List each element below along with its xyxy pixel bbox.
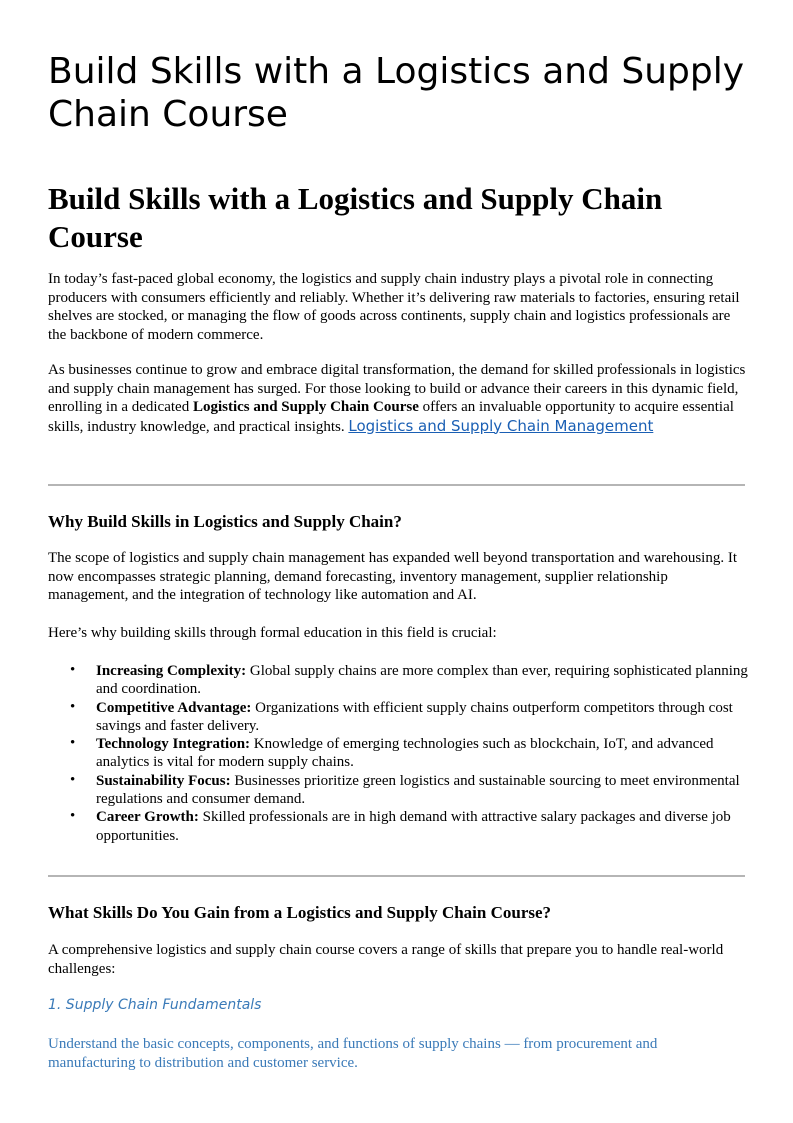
second-paragraph — [48, 361, 748, 436]
list-item — [48, 772, 748, 809]
list-item-text: Knowledge of emerging technologies such as blockchain, IoT, and advanced analytics is vital for modern supply chains. — [96, 736, 714, 771]
divider — [48, 875, 745, 877]
list-item — [48, 735, 748, 772]
reasons-list — [48, 662, 748, 845]
article-heading: Build Skills with a Logistics and Supply Chain Course — [48, 181, 663, 254]
list-item-text: Organizations with efficient supply chains outperform competitors through cost savings and faster delivery. — [96, 699, 733, 734]
second-paragraph-text-end: offers an invaluable opportunity to acquire essential skills, industry knowledge, and practical insights. — [48, 399, 734, 435]
supply-chain-management-link[interactable]: Logistics and Supply Chain Management — [348, 416, 654, 435]
section-why-lead: Here’s why building skills through formal education in this field is crucial: — [48, 625, 497, 641]
page-title: Build Skills with a Logistics and Supply Chain Course — [48, 51, 745, 135]
divider — [48, 484, 745, 486]
bullet-dot: • — [70, 771, 76, 788]
list-item-label: Sustainability Focus: — [96, 772, 231, 789]
section-why-paragraph: The scope of logistics and supply chain management has expanded well beyond transportation and warehousing. It now encompasses strategic planning, demand forecasting, inventory management, supplier relationship management, and the integration of technology like automation and AI. — [48, 550, 737, 603]
list-item-label: Technology Integration: — [96, 736, 251, 753]
list-item-label: Career Growth: — [96, 809, 199, 826]
bullet-dot: • — [70, 662, 76, 678]
supply-chain-fundamentals-heading: 1. Supply Chain Fundamentals — [48, 997, 262, 1013]
intro-paragraph: In today’s fast-paced global economy, the logistics and supply chain industry plays a pivotal role in connecting producers with consumers efficiently and reliably. Whether it’s delivering raw materials to factories, ensuring retail shelves are stocked, or managing the flow of goods across continents, supply chain and logistics professionals are the backbone of modern commerce. — [48, 271, 740, 343]
list-item — [48, 808, 748, 845]
bullet-dot: • — [70, 735, 76, 752]
list-item-label: Competitive Advantage: — [96, 699, 252, 716]
list-item — [48, 699, 748, 736]
course-name-bold: Logistics and Supply Chain Course — [192, 399, 419, 415]
list-item-text: Global supply chains are more complex than ever, requiring sophisticated planning and coordination. — [96, 663, 748, 698]
supply-chain-fundamentals-paragraph: Understand the basic concepts, components, and functions of supply chains — from procurement and manufacturing to distribution and customer service. — [48, 1036, 658, 1071]
list-item-label: Increasing Complexity: — [96, 663, 247, 679]
section-skills-paragraph: A comprehensive logistics and supply chain course covers a range of skills that prepare you to handle real-world challenges: — [48, 942, 724, 977]
section-skills-heading: What Skills Do You Gain from a Logistics and Supply Chain Course? — [48, 903, 552, 922]
bullet-dot: • — [70, 808, 76, 825]
section-why-heading: Why Build Skills in Logistics and Supply Chain? — [48, 512, 402, 531]
list-item — [48, 662, 748, 699]
list-item-text: Businesses prioritize green logistics and sustainable sourcing to meet environmental regulations and consumer demand. — [96, 772, 740, 808]
bullet-dot: • — [70, 698, 76, 715]
list-item-text: Skilled professionals are in high demand with attractive salary packages and diverse job opportunities. — [96, 809, 731, 844]
second-paragraph-text: As businesses continue to grow and embrace digital transformation, the demand for skilled professionals in logistics and supply chain management has surged. For those looking to build or advance their careers in this dynamic field, enrolling in a dedicated — [48, 362, 746, 415]
